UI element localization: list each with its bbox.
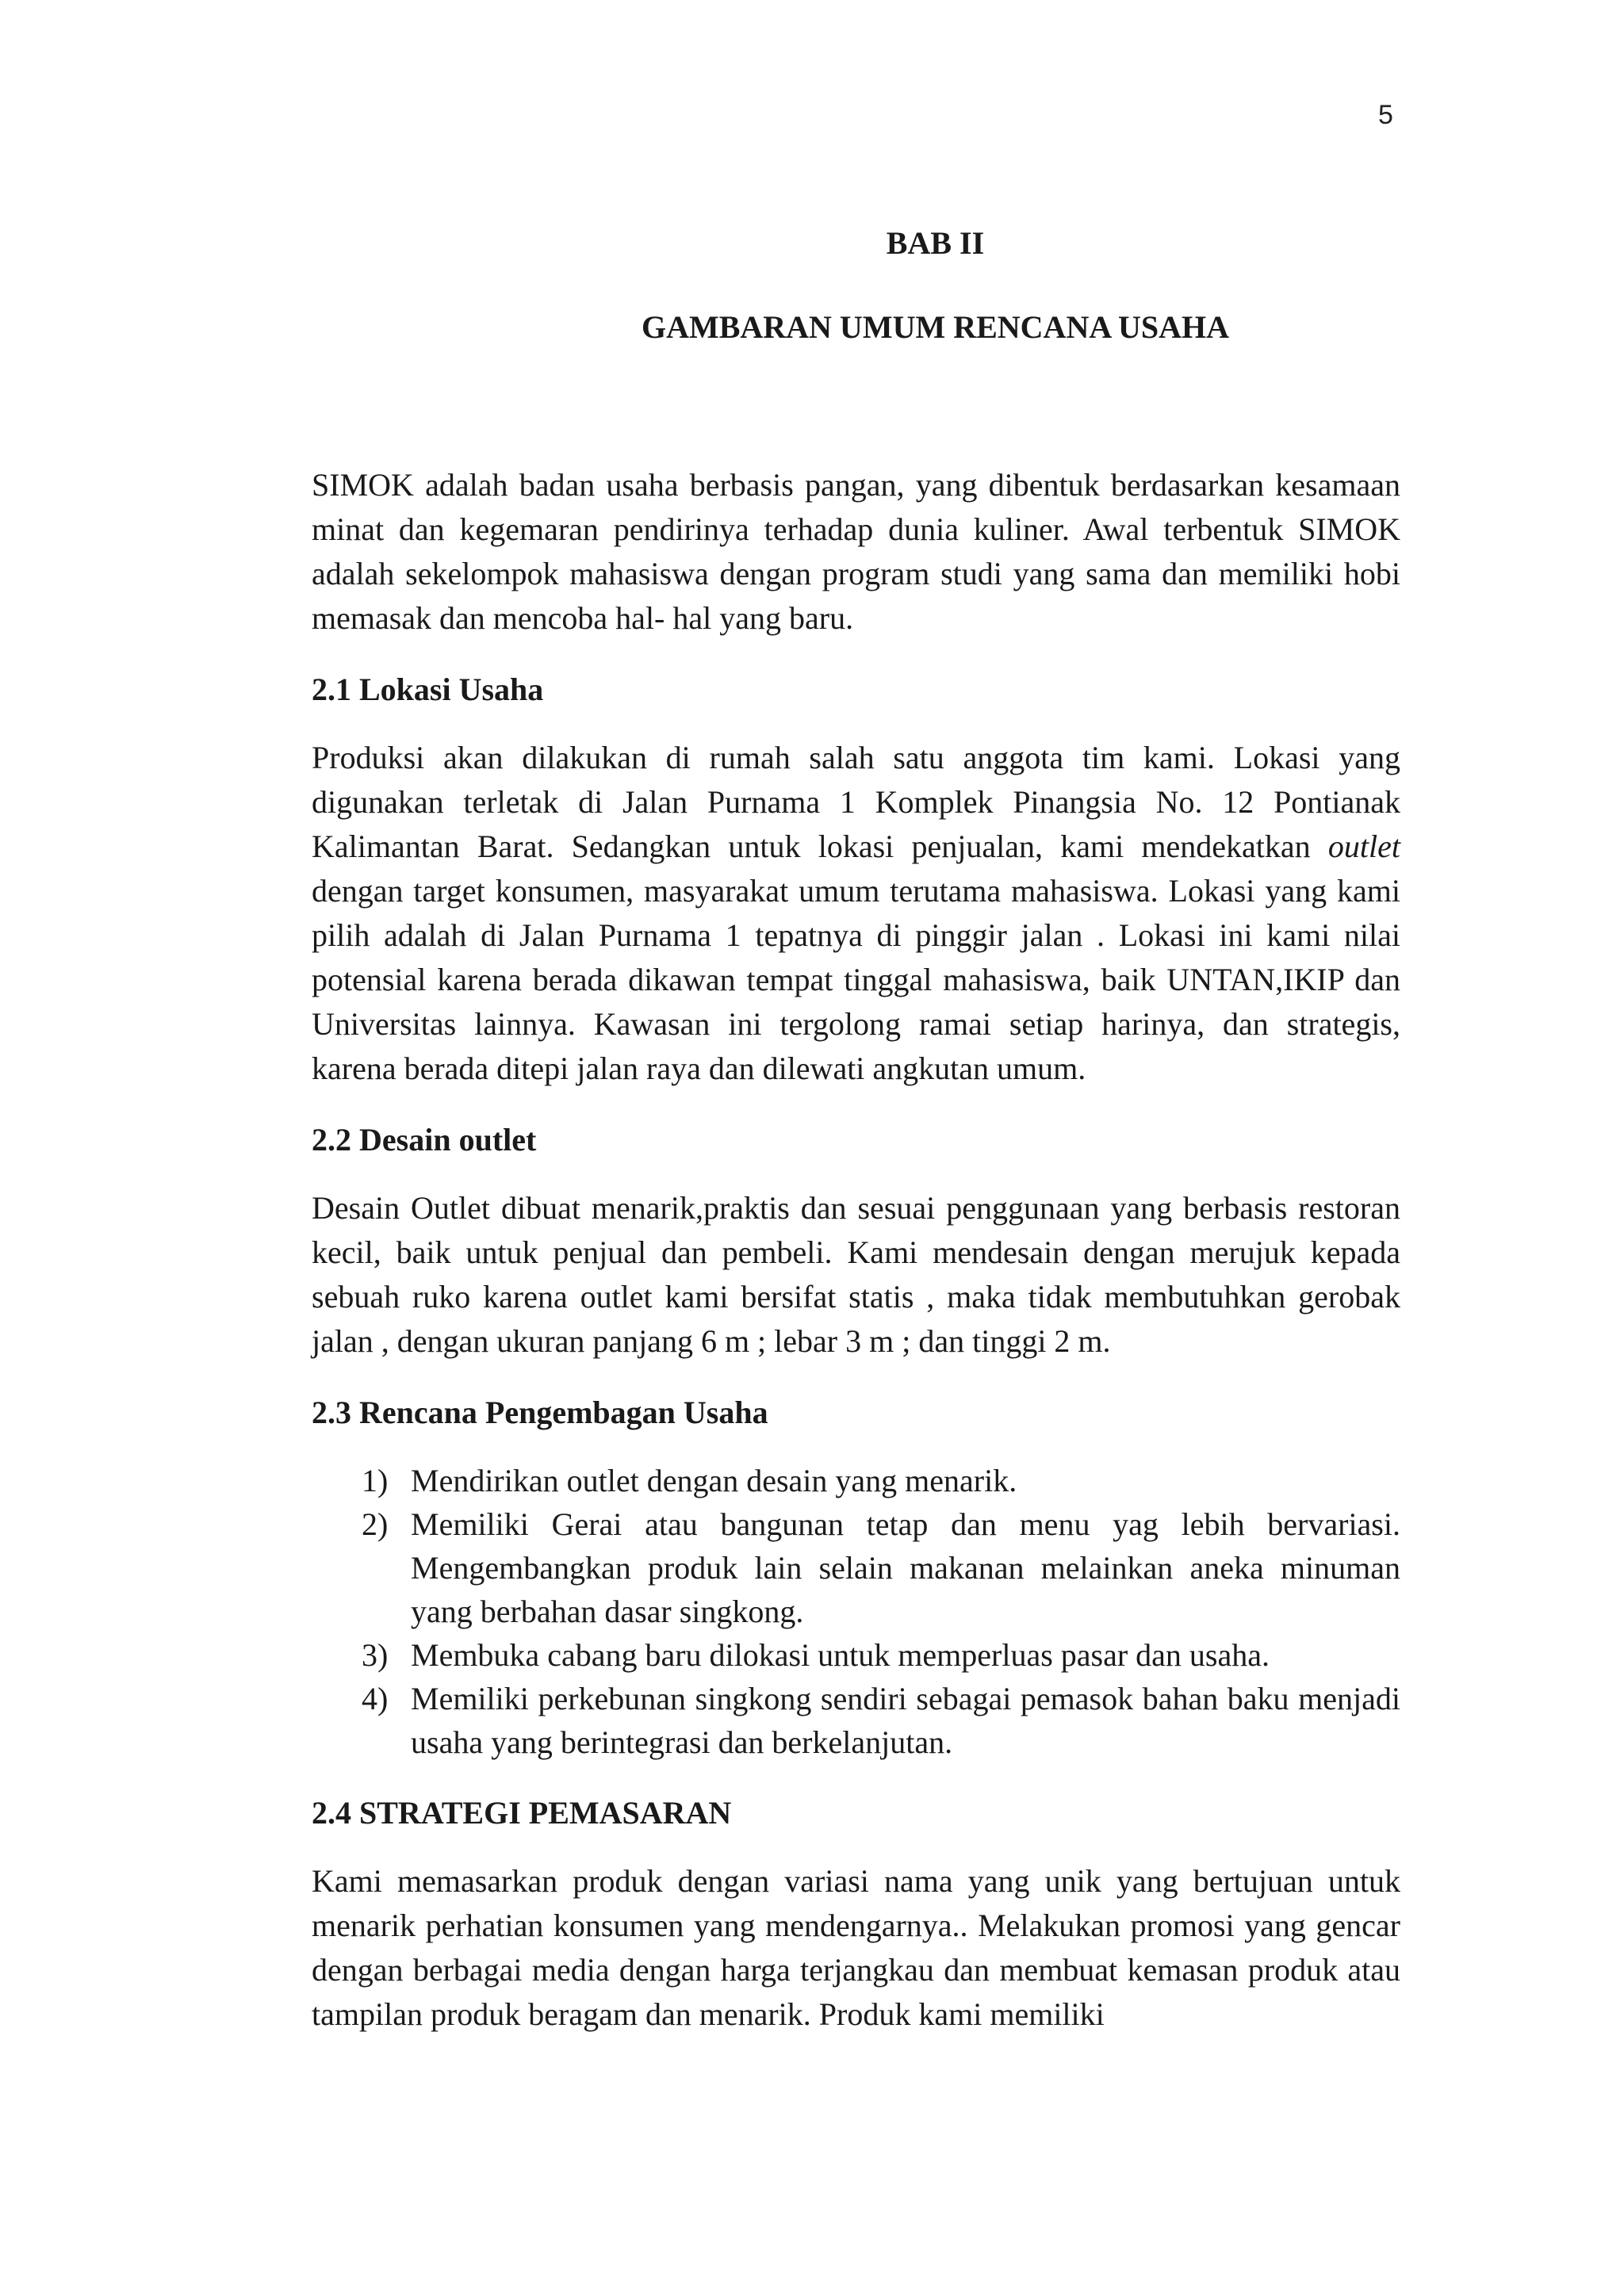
section-heading-desain: 2.2 Desain outlet (312, 1122, 537, 1158)
section-heading-rencana: 2.3 Rencana Pengembagan Usaha (312, 1395, 768, 1430)
section-heading-strategi: 2.4 STRATEGI PEMASARAN (312, 1795, 732, 1831)
list-item-text: Memiliki Gerai atau bangunan tetap dan menu yag lebih bervariasi. Mengembangkan produk lain selain makanan melainkan aneka minuman yang berbahan dasar singkong. (411, 1506, 1400, 1629)
list-item-number: 1) (362, 1463, 389, 1498)
list-item (362, 1677, 1400, 1764)
section-paragraph-desain: Desain Outlet dibuat menarik,praktis dan sesuai penggunaan yang berbasis restoran kecil, baik untuk penjual dan pembeli. Kami mendesain dengan merujuk kepada sebuah ruko karena outlet kami bersifat statis , maka tidak membutuhkan gerobak jalan , dengan ukuran panjang 6 m ; lebar 3 m ; dan tinggi 2 m. (312, 1190, 1400, 1359)
list-item-text: Mendirikan outlet dengan desain yang menarik. (411, 1463, 1017, 1498)
list-item-text: Memiliki perkebunan singkong sendiri sebagai pemasok bahan baku menjadi usaha yang berintegrasi dan berkelanjutan. (411, 1681, 1400, 1760)
lokasi-italic-term: outlet (1327, 828, 1400, 864)
page-number: 5 (1378, 100, 1393, 130)
section-paragraph-strategi: Kami memasarkan produk dengan variasi nama yang unik yang bertujuan untuk menarik perhatian konsumen yang mendengarnya.. Melakukan promosi yang gencar dengan berbagai media dengan harga terjangkau dan membuat kemasan produk atau tampilan produk beragam dan menarik. Produk kami memiliki (312, 1863, 1400, 2032)
list-item-number: 2) (362, 1506, 389, 1542)
lokasi-text-part-2: dengan target konsumen, masyarakat umum terutama mahasiswa. Lokasi yang kami pilih adalah di Jalan Purnama 1 tepatnya di pinggir jalan . Lokasi ini kami nilai potensial karena berada dikawan tempat tinggal mahasiswa, baik UNTAN,IKIP dan Universitas lainnya. Kawasan ini tergolong ramai setiap harinya, dan strategis, karena berada ditepi jalan raya dan dilewati angkutan umum. (312, 873, 1400, 1086)
list-item (362, 1502, 1400, 1633)
section-heading-lokasi: 2.1 Lokasi Usaha (312, 672, 544, 707)
section-paragraph-lokasi (312, 736, 1400, 1091)
list-item (362, 1633, 1400, 1677)
chapter-label: BAB II (886, 225, 985, 261)
list-item (362, 1459, 1400, 1502)
list-item-number: 3) (362, 1637, 389, 1673)
intro-paragraph: SIMOK adalah badan usaha berbasis pangan, yang dibentuk berdasarkan kesamaan minat dan kegemaran pendirinya terhadap dunia kuliner. Awal terbentuk SIMOK adalah sekelompok mahasiswa dengan program studi yang sama dan memiliki hobi memasak dan mencoba hal- hal yang baru. (312, 467, 1400, 636)
lokasi-text-part-1: Produksi akan dilakukan di rumah salah satu anggota tim kami. Lokasi yang digunakan terletak di Jalan Purnama 1 Komplek Pinangsia No. 12 Pontianak Kalimantan Barat. Sedangkan untuk lokasi penjualan, kami mendekatkan (312, 740, 1400, 864)
document-body (312, 224, 1400, 2037)
list-item-text: Membuka cabang baru dilokasi untuk memperluas pasar dan usaha. (411, 1637, 1270, 1673)
list-item-number: 4) (362, 1681, 389, 1716)
chapter-title: GAMBARAN UMUM RENCANA USAHA (641, 309, 1230, 345)
plan-list (312, 1459, 1400, 1764)
